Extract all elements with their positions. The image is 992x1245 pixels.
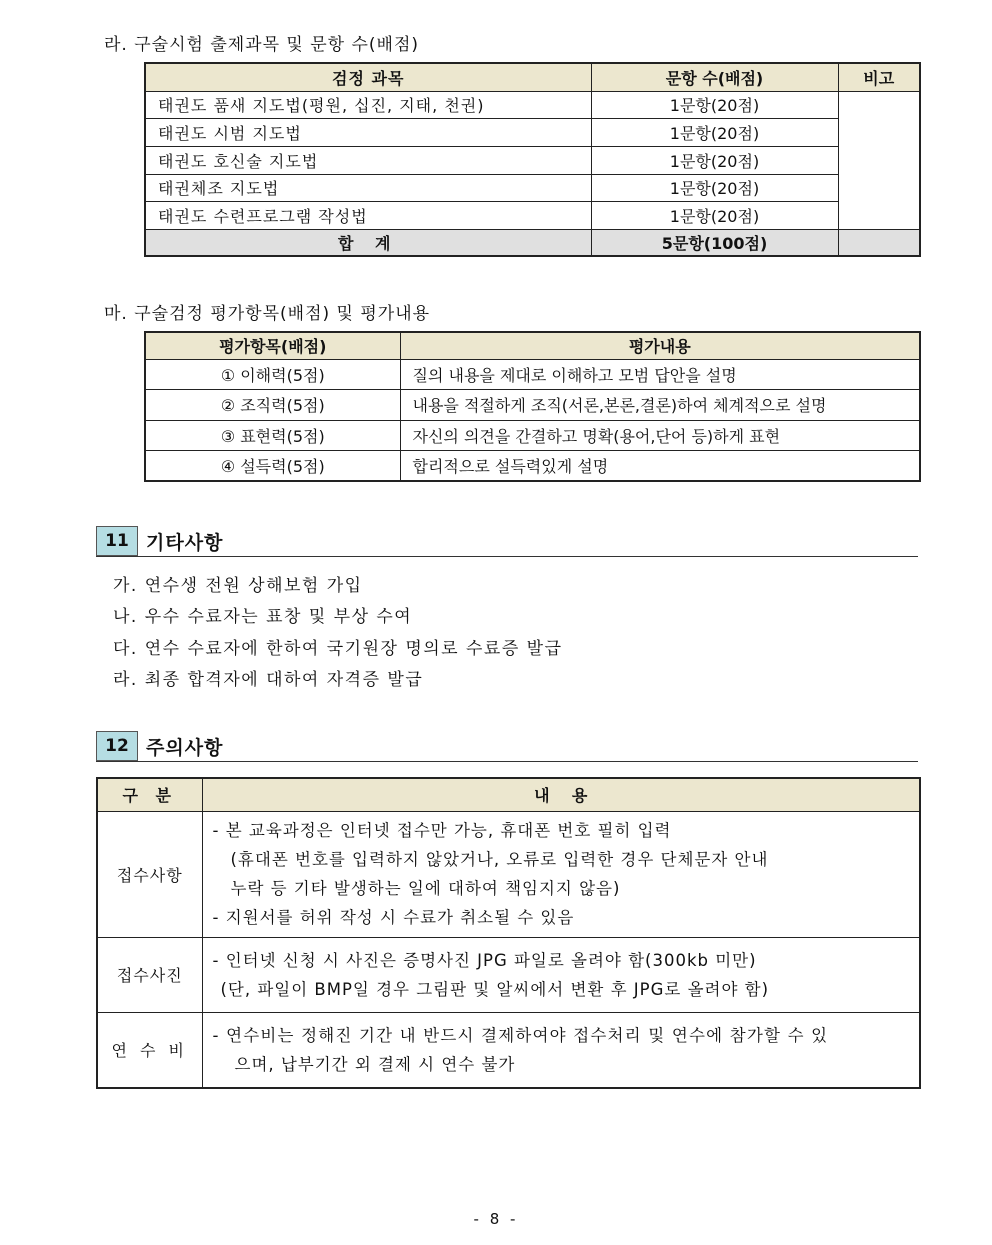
- notice-content-cell: [202, 937, 920, 1012]
- section-ra-heading: 라. 구술시험 출제과목 및 문항 수(배점): [104, 35, 420, 55]
- content-line: - 인터넷 신청 시 사진은 증명사진 JPG 파일로 올려야 함(300kb 미만): [212, 950, 757, 970]
- table-row: [97, 1012, 920, 1088]
- col-note-header: 비고: [838, 63, 920, 91]
- eval-item-cell: ① 이해력(5점): [145, 359, 400, 389]
- notice-label-cell: 접수사항: [97, 811, 202, 937]
- col-content-header: 평가내용: [400, 332, 920, 359]
- total-row: [145, 229, 920, 256]
- section-11-title: [96, 526, 223, 556]
- total-label: 합 계: [145, 229, 591, 256]
- col-count-header: 문항 수(배점): [591, 63, 838, 91]
- count-cell: 1문항(20점): [591, 118, 838, 146]
- section-number-badge: 12: [96, 731, 138, 761]
- section-number-badge: 11: [96, 526, 138, 556]
- subject-cell: 태권도 품새 지도법(평원, 십진, 지태, 천권): [145, 91, 591, 118]
- table-row: [145, 450, 920, 481]
- eval-content-cell: 내용을 적절하게 조직(서론,본론,결론)하여 체계적으로 설명: [400, 389, 920, 420]
- content-line: 누락 등 기타 발생하는 일에 대하여 책임지지 않음): [230, 879, 621, 898]
- table-row: [97, 937, 920, 1012]
- notice-content-cell: [202, 1012, 920, 1088]
- notice-label-cell: 연 수 비: [97, 1012, 202, 1088]
- evaluation-table: [144, 331, 921, 482]
- col-item-header: 평가항목(배점): [145, 332, 400, 359]
- col-detail-header: 내 용: [202, 778, 920, 811]
- notice-table: [96, 777, 921, 1089]
- exam-subjects-table: [144, 62, 921, 257]
- eval-content-cell: 자신의 의견을 간결하고 명확(용어,단어 등)하게 표현: [400, 420, 920, 450]
- section-divider: [96, 761, 918, 762]
- count-cell: 1문항(20점): [591, 146, 838, 174]
- section-title-text: 기타사항: [146, 531, 224, 554]
- subject-cell: 태권도 수련프로그램 작성법: [145, 201, 591, 229]
- total-value: 5문항(100점): [591, 229, 838, 256]
- content-line: - 지원서를 허위 작성 시 수료가 취소될 수 있음: [212, 908, 575, 927]
- table-row: [145, 201, 920, 229]
- subject-cell: 태권체조 지도법: [145, 174, 591, 201]
- eval-item-cell: ③ 표현력(5점): [145, 420, 400, 450]
- notice-content-cell: [202, 811, 920, 937]
- page-number: - 8 -: [473, 1210, 519, 1228]
- subject-cell: 태권도 시범 지도법: [145, 118, 591, 146]
- table-row: [97, 811, 920, 937]
- section-ma-heading: 마. 구술검정 평가항목(배점) 및 평가내용: [104, 304, 431, 324]
- section-divider: [96, 556, 918, 557]
- count-cell: 1문항(20점): [591, 201, 838, 229]
- section-12-title: [96, 731, 223, 761]
- eval-content-cell: 합리적으로 설득력있게 설명: [400, 450, 920, 481]
- subject-cell: 태권도 호신술 지도법: [145, 146, 591, 174]
- table-row: [145, 118, 920, 146]
- eval-item-cell: ② 조직력(5점): [145, 389, 400, 420]
- table-row: [145, 146, 920, 174]
- table-row: [145, 174, 920, 201]
- col-subject-header: 검정 과목: [145, 63, 591, 91]
- eval-content-cell: 질의 내용을 제대로 이해하고 모범 답안을 설명: [400, 359, 920, 389]
- list-item: 나. 우수 수료자는 표창 및 부상 수여: [113, 607, 413, 627]
- notice-label-cell: 접수사진: [97, 937, 202, 1012]
- content-line: (단, 파일이 BMP일 경우 그림판 및 알씨에서 변환 후 JPG로 올려야 함): [220, 979, 770, 999]
- table-row: [145, 389, 920, 420]
- content-line: 으며, 납부기간 외 결제 시 연수 불가: [234, 1054, 516, 1074]
- count-cell: 1문항(20점): [591, 91, 838, 118]
- eval-item-cell: ④ 설득력(5점): [145, 450, 400, 481]
- note-cell: [838, 91, 920, 229]
- content-line: - 본 교육과정은 인터넷 접수만 가능, 휴대폰 번호 필히 입력: [212, 821, 672, 840]
- count-cell: 1문항(20점): [591, 174, 838, 201]
- table-row: [145, 420, 920, 450]
- list-item: 라. 최종 합격자에 대하여 자격증 발급: [113, 670, 424, 690]
- table-row: [145, 359, 920, 389]
- content-line: - 연수비는 정해진 기간 내 반드시 결제하여야 접수처리 및 연수에 참가할 수 있: [212, 1025, 829, 1045]
- total-note: [838, 229, 920, 256]
- section-title-text: 주의사항: [146, 736, 224, 759]
- list-item: 다. 연수 수료자에 한하여 국기원장 명의로 수료증 발급: [113, 639, 563, 659]
- list-item: 가. 연수생 전원 상해보험 가입: [113, 576, 363, 596]
- content-line: (휴대폰 번호를 입력하지 않았거나, 오류로 입력한 경우 단체문자 안내: [230, 850, 769, 869]
- col-category-header: 구 분: [97, 778, 202, 811]
- table-row: [145, 91, 920, 118]
